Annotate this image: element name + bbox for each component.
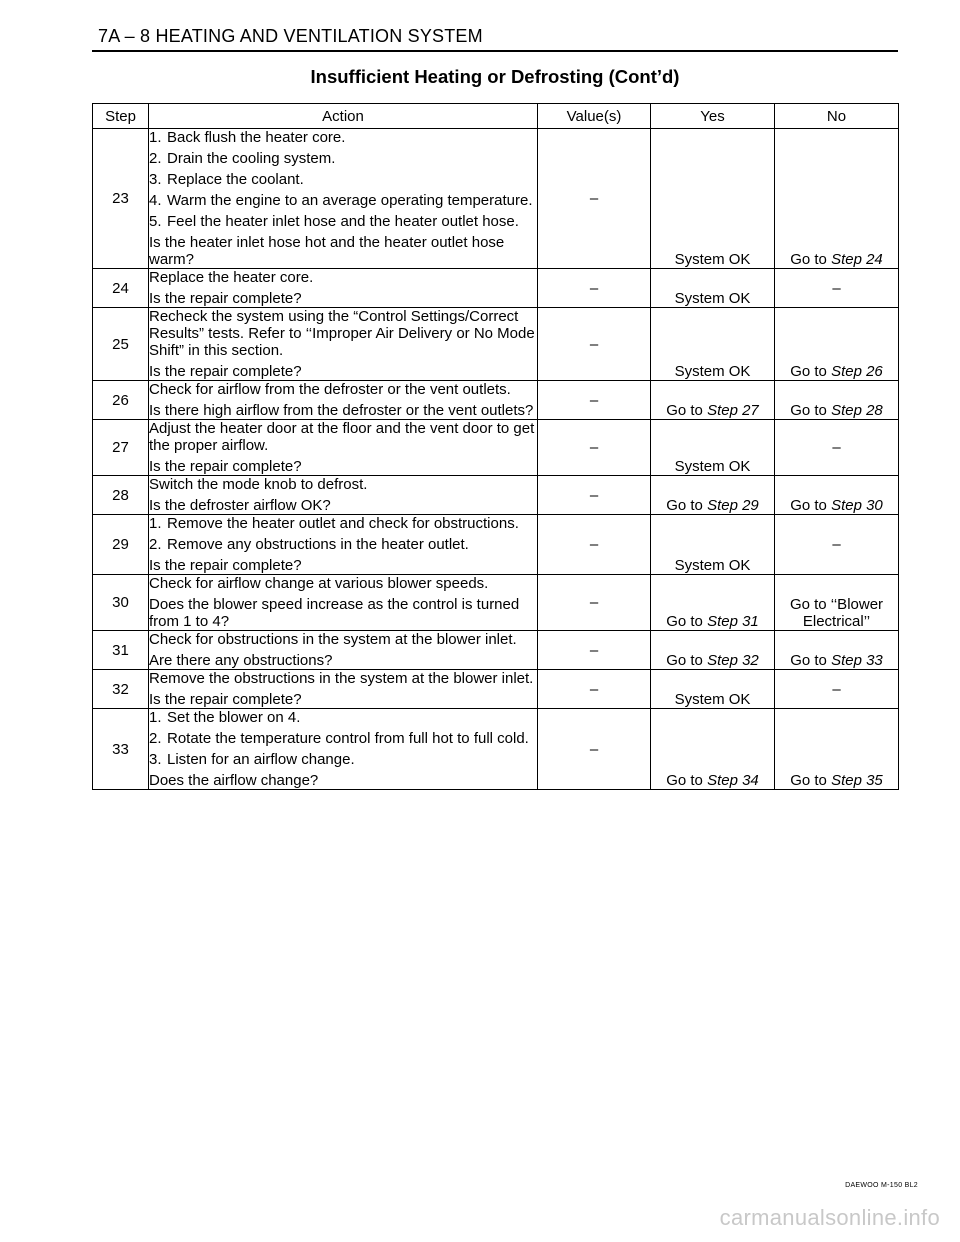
value-cell: – [538, 709, 651, 790]
step-reference: Step 24 [831, 251, 883, 268]
step-number: 31 [93, 631, 149, 670]
instruction-text: Does the blower speed increase as the control is turned from 1 to 4? [149, 596, 520, 630]
instruction-text: Replace the heater core. [149, 269, 314, 286]
table-row [93, 269, 899, 308]
instruction-text: Check for airflow from the defroster or the vent outlets. [149, 381, 511, 398]
no-result [775, 308, 899, 381]
instruction-text: Back flush the heater core. [167, 129, 346, 146]
no-result [775, 515, 899, 575]
action-cell [149, 129, 538, 269]
action-cell [149, 575, 538, 631]
result-text: System OK [674, 691, 751, 708]
table-row [93, 129, 899, 269]
goto-prefix: Go to [666, 497, 708, 514]
value-cell: – [538, 420, 651, 476]
step-number: 30 [93, 575, 149, 631]
instruction-number: 1. [149, 709, 162, 726]
step-number: 29 [93, 515, 149, 575]
goto-prefix: Go to [666, 652, 708, 669]
step-number: 28 [93, 476, 149, 515]
numbered-instruction [149, 150, 537, 167]
instruction-text: Feel the heater inlet hose and the heater outlet hose. [167, 213, 519, 230]
step-reference: Step 26 [831, 363, 883, 380]
instruction-text: Replace the coolant. [167, 171, 304, 188]
result-text: – [832, 279, 841, 297]
instruction-text: Remove the heater outlet and check for obstructions. [167, 515, 519, 532]
value-cell: – [538, 269, 651, 308]
instruction-text: Is the defroster airflow OK? [149, 497, 331, 514]
step-number: 24 [93, 269, 149, 308]
step-number: 25 [93, 308, 149, 381]
goto-prefix: Go to [790, 652, 832, 669]
table-row [93, 631, 899, 670]
step-reference: Step 33 [831, 652, 883, 669]
instruction-number: 1. [149, 515, 162, 532]
result-text: System OK [674, 458, 751, 475]
step-reference: Step 31 [707, 613, 759, 630]
numbered-instruction [149, 515, 537, 532]
watermark: carmanualsonline.info [719, 1205, 940, 1230]
table-row [93, 709, 899, 790]
column-header-values: Value(s) [538, 104, 651, 129]
yes-result [651, 670, 775, 709]
yes-result [651, 129, 775, 269]
instruction-text: Is the repair complete? [149, 691, 302, 708]
value-cell: – [538, 515, 651, 575]
yes-result [651, 631, 775, 670]
action-cell [149, 308, 538, 381]
table-row [93, 476, 899, 515]
goto-prefix: Go to [790, 363, 832, 380]
table-row [93, 670, 899, 709]
numbered-instruction [149, 129, 537, 146]
instruction-number: 2. [149, 730, 162, 747]
footer-doc-code: DAEWOO M-150 BL2 [845, 1182, 918, 1189]
yes-result [651, 269, 775, 308]
instruction-text: Is the repair complete? [149, 290, 302, 307]
numbered-instruction [149, 751, 537, 768]
step-reference: Step 35 [831, 772, 883, 789]
no-result [775, 631, 899, 670]
goto-prefix: Go to [790, 402, 832, 419]
step-reference: Step 32 [707, 652, 759, 669]
instruction-number: 3. [149, 171, 162, 188]
table-row [93, 515, 899, 575]
instruction-text: Switch the mode knob to defrost. [149, 476, 368, 493]
no-result [775, 709, 899, 790]
instruction-number: 3. [149, 751, 162, 768]
instruction-text: Remove the obstructions in the system at the blower inlet. [149, 670, 534, 687]
step-reference: Step 28 [831, 402, 883, 419]
column-header-yes: Yes [651, 104, 775, 129]
document-title: Insufficient Heating or Defrosting (Cont’d) [310, 66, 680, 87]
instruction-number: 1. [149, 129, 162, 146]
goto-prefix: Go to [666, 402, 708, 419]
instruction-number: 2. [149, 150, 162, 167]
instruction-text: Adjust the heater door at the floor and the vent door to get the proper airflow. [149, 420, 535, 454]
action-cell [149, 420, 538, 476]
action-cell [149, 476, 538, 515]
action-cell [149, 381, 538, 420]
goto-prefix: Go to [790, 772, 832, 789]
instruction-text: Does the airflow change? [149, 772, 319, 789]
result-text: – [832, 536, 841, 553]
yes-result [651, 575, 775, 631]
table-header-row [93, 104, 899, 129]
action-cell [149, 670, 538, 709]
numbered-instruction [149, 171, 537, 188]
action-cell [149, 631, 538, 670]
instruction-number: 4. [149, 192, 162, 209]
diagnostic-table [92, 103, 899, 790]
no-result [775, 269, 899, 308]
instruction-text: Is the repair complete? [149, 557, 302, 574]
step-reference: Step 30 [831, 497, 883, 514]
step-number: 32 [93, 670, 149, 709]
yes-result [651, 420, 775, 476]
yes-result [651, 308, 775, 381]
section-header: 7A – 8 HEATING AND VENTILATION SYSTEM [98, 26, 483, 46]
instruction-number: 5. [149, 213, 162, 230]
instruction-number: 2. [149, 536, 162, 553]
goto-prefix: Go to [790, 251, 832, 268]
instruction-text: Is the heater inlet hose hot and the heater outlet hose warm? [149, 234, 505, 268]
value-cell: – [538, 575, 651, 631]
value-cell: – [538, 308, 651, 381]
numbered-instruction [149, 213, 537, 230]
goto-prefix: Go to [666, 613, 708, 630]
value-cell: – [538, 631, 651, 670]
action-cell [149, 269, 538, 308]
instruction-text: Set the blower on 4. [167, 709, 301, 726]
result-text: System OK [674, 363, 751, 380]
yes-result [651, 709, 775, 790]
table-row [93, 381, 899, 420]
no-result [775, 420, 899, 476]
instruction-text: Recheck the system using the “Control Settings/Correct Results” tests. Refer to ‘‘Improper Air Delivery or No Mode Shift” in this section. [149, 308, 535, 359]
yes-result [651, 476, 775, 515]
table-row [93, 420, 899, 476]
step-number: 26 [93, 381, 149, 420]
instruction-text: Drain the cooling system. [167, 150, 336, 167]
table-row [93, 575, 899, 631]
result-text: Go to ‘‘Blower Electrical’’ [789, 596, 884, 630]
action-cell [149, 709, 538, 790]
table-row [93, 308, 899, 381]
numbered-instruction [149, 192, 537, 209]
step-number: 23 [93, 129, 149, 269]
no-result [775, 129, 899, 269]
step-number: 27 [93, 420, 149, 476]
instruction-text: Listen for an airflow change. [167, 751, 355, 768]
result-text: System OK [674, 251, 751, 268]
action-cell [149, 515, 538, 575]
table-body [93, 129, 899, 790]
no-result [775, 670, 899, 709]
step-reference: Step 34 [707, 772, 759, 789]
result-text: System OK [674, 290, 751, 307]
instruction-text: Is the repair complete? [149, 458, 302, 475]
yes-result [651, 515, 775, 575]
value-cell: – [538, 476, 651, 515]
value-cell: – [538, 129, 651, 269]
goto-prefix: Go to [790, 497, 832, 514]
numbered-instruction [149, 709, 537, 726]
goto-prefix: Go to [666, 772, 708, 789]
no-result [775, 476, 899, 515]
instruction-text: Are there any obstructions? [149, 652, 333, 669]
instruction-text: Warm the engine to an average operating temperature. [167, 192, 533, 209]
header-rule [92, 50, 898, 52]
result-text: – [832, 680, 841, 698]
column-header-no: No [775, 104, 899, 129]
result-text: – [832, 439, 841, 456]
instruction-text: Check for airflow change at various blower speeds. [149, 575, 489, 592]
instruction-text: Is the repair complete? [149, 363, 302, 380]
instruction-text: Remove any obstructions in the heater outlet. [167, 536, 469, 553]
result-text: System OK [674, 557, 751, 574]
column-header-action: Action [149, 104, 538, 129]
yes-result [651, 381, 775, 420]
step-reference: Step 29 [707, 497, 759, 514]
instruction-text: Check for obstructions in the system at the blower inlet. [149, 631, 517, 648]
instruction-text: Rotate the temperature control from full hot to full cold. [167, 730, 529, 747]
step-number: 33 [93, 709, 149, 790]
value-cell: – [538, 670, 651, 709]
numbered-instruction [149, 536, 537, 553]
value-cell: – [538, 381, 651, 420]
instruction-text: Is there high airflow from the defroster or the vent outlets? [149, 402, 534, 419]
no-result [775, 575, 899, 631]
column-header-step: Step [93, 104, 149, 129]
step-reference: Step 27 [707, 402, 759, 419]
no-result [775, 381, 899, 420]
numbered-instruction [149, 730, 537, 747]
